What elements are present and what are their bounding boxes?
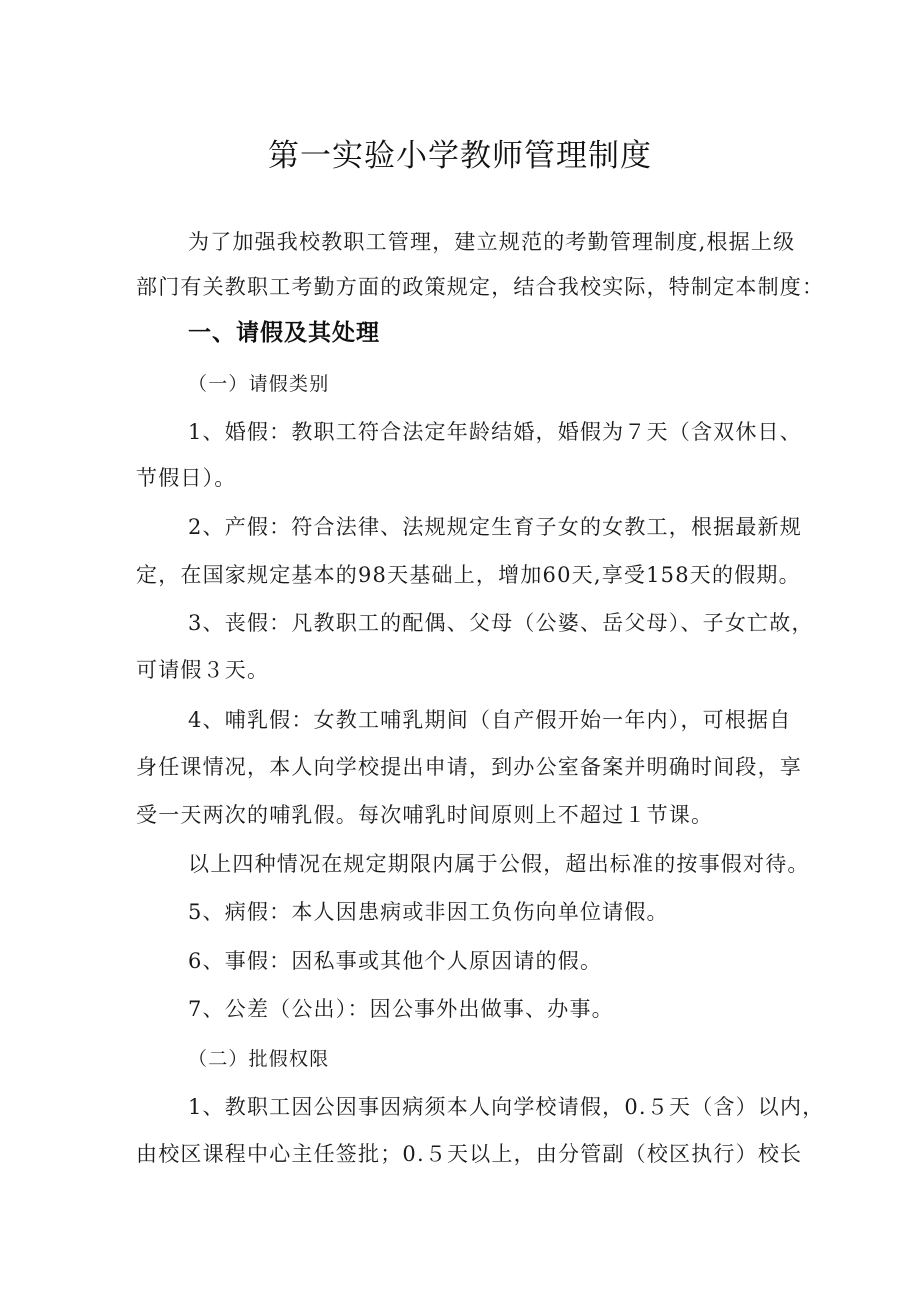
item-maternity-leave-line-2: 定，在国家规定基本的98天基础上，增加60天,享受158天的假期。 bbox=[136, 563, 801, 587]
item-nursing-leave-line-2: 身任课情况，本人向学校提出申请，到办公室备案并明确时间段，享 bbox=[136, 755, 802, 779]
item-bereavement-leave-line-2: 可请假３天。 bbox=[136, 658, 270, 682]
item-nursing-leave-line-1: 4、哺乳假：女教工哺乳期间（自产假开始一年内），可根据自 bbox=[188, 708, 792, 732]
item-bereavement-leave-line-1: 3、丧假：凡教职工的配偶、父母（公婆、岳父母）、子女亡故， bbox=[188, 611, 814, 635]
item-marriage-leave-line-1: 1、婚假：教职工符合法定年龄结婚，婚假为７天（含双休日、 bbox=[188, 420, 802, 444]
item-nursing-leave-line-3: 受一天两次的哺乳假。每次哺乳时间原则上不超过１节课。 bbox=[136, 803, 714, 827]
item-personal-leave: 6、事假：因私事或其他个人原因请的假。 bbox=[188, 949, 603, 973]
approval-rule-line-1: 1、教职工因公因事因病须本人向学校请假，0.５天（含）以内， bbox=[188, 1095, 825, 1119]
item-business-trip: 7、公差（公出）：因公事外出做事、办事。 bbox=[188, 997, 614, 1021]
section-heading-leave: 一、请假及其处理 bbox=[188, 320, 380, 346]
note-public-leave: 以上四种情况在规定期限内属于公假，超出标准的按事假对待。 bbox=[188, 852, 810, 876]
intro-line-2: 部门有关教职工考勤方面的政策规定，结合我校实际，特制定本制度： bbox=[136, 275, 825, 299]
document-title: 第一实验小学教师管理制度 bbox=[268, 138, 652, 174]
subsection-heading-leave-types: （一）请假类别 bbox=[188, 373, 330, 395]
approval-rule-line-2: 由校区课程中心主任签批；0.５天以上，由分管副（校区执行）校长 bbox=[136, 1142, 803, 1166]
item-marriage-leave-line-2: 节假日）。 bbox=[136, 466, 237, 490]
subsection-heading-approval-authority: （二）批假权限 bbox=[188, 1048, 330, 1070]
intro-line-1: 为了加强我校教职工管理，建立规范的考勤管理制度,根据上级 bbox=[188, 230, 796, 254]
item-maternity-leave-line-1: 2、产假：符合法律、法规规定生育子女的女教工，根据最新规 bbox=[188, 515, 802, 539]
item-sick-leave: 5、病假：本人因患病或非因工负伤向单位请假。 bbox=[188, 900, 669, 924]
